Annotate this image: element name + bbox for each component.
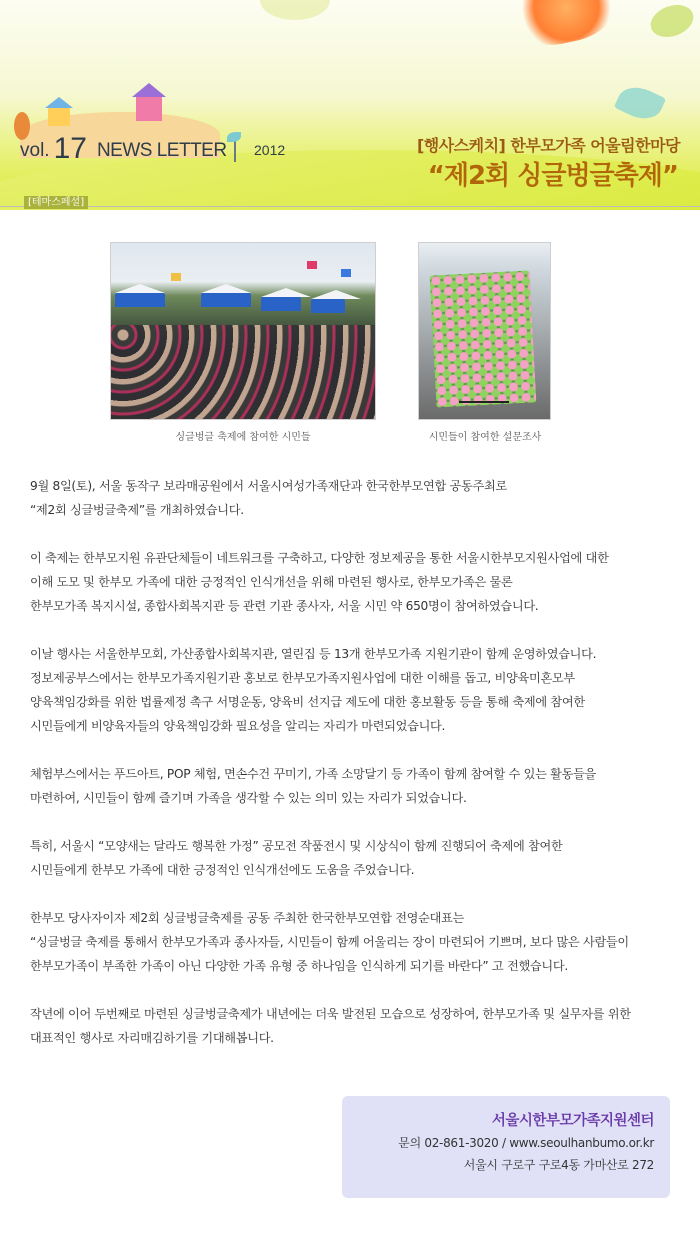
photo-caption: 싱글벙글 축제에 참여한 시민들 (175, 432, 311, 443)
section-subtitle: [행사스케치] 한부모가족 어울림한마당 (416, 136, 680, 155)
vol-word: vol. (20, 140, 50, 161)
article-line: 9월 8일(토), 서울 동작구 보라매공원에서 서울시여성가족재단과 한국한부모연합 공동주최로 (30, 479, 507, 493)
volume-label (20, 130, 227, 164)
contact-box (342, 1096, 670, 1198)
vol-number: 17 (53, 132, 87, 165)
tent-shape (201, 293, 251, 307)
divider-leaf-icon (234, 138, 236, 162)
article-paragraph (30, 1002, 680, 1050)
teal-leaf-decoration-icon (614, 80, 667, 126)
article-line: 이해 도모 및 한부모 가족에 대한 긍정적인 인식개선을 위해 마련된 행사로, 한부모가족은 물론 (30, 575, 513, 589)
newsletter-header (0, 0, 700, 210)
article-paragraph (30, 642, 680, 738)
article-body (30, 474, 680, 1074)
article-line: 대표적인 행사로 자리매김하기를 기대해봅니다. (30, 1031, 274, 1045)
easel-shape (459, 401, 509, 420)
tent-shape (261, 297, 301, 311)
tent-shape (115, 293, 165, 307)
article-line: 시민들에게 한부모 가족에 대한 긍정적인 인식개선에도 도움을 주었습니다. (30, 863, 415, 877)
article-line: 이 축제는 한부모지원 유관단체들이 네트워크를 구축하고, 다양한 정보제공을 통한 서울시한부모지원사업에 대한 (30, 551, 609, 565)
leaf-decoration-icon (260, 0, 330, 20)
article-line: 마련하여, 시민들이 함께 즐기며 가족을 생각할 수 있는 의미 있는 자리가 되었습니다. (30, 791, 467, 805)
article-line: 특히, 서울시 “모양새는 달라도 행복한 가정” 공모전 작품전시 및 시상식이 함께 진행되어 축제에 참여한 (30, 839, 563, 853)
festival-crowd-photo (110, 242, 376, 420)
article-paragraph (30, 762, 680, 810)
house-illustration-icon (136, 97, 162, 121)
article-line: 이날 행사는 서울한부모회, 가산종합사회복지관, 열린집 등 13개 한부모가족 지원기관이 함께 운영하였습니다. (30, 647, 597, 661)
tent-shape (311, 299, 345, 313)
address: 서울시 구로구 구로4동 가마산로 272 (463, 1158, 654, 1172)
article-line: 시민들에게 비양육자들의 양육책임강화 필요성을 알리는 자리가 마련되었습니다. (30, 719, 446, 733)
section-tab-label: [테마스페셜] (24, 196, 88, 209)
page-title: “제2회 싱글벙글축제” (427, 161, 678, 191)
article-line: 정보제공부스에서는 한부모가족지원기관 홍보로 한부모가족지원사업에 대한 이해를 돕고, 비양육미혼모부 (30, 671, 575, 685)
article-line: 한부모 당사자이자 제2회 싱글벙글축제를 공동 주최한 한국한부모연합 전영순대표는 (30, 911, 465, 925)
green-leaf-decoration-icon (646, 0, 698, 43)
photo-caption: 시민들이 참여한 설문조사 (428, 432, 542, 443)
tab-divider (0, 206, 700, 207)
organization-name: 서울시한부모가족지원센터 (491, 1113, 654, 1129)
article-line: 양육책임강화를 위한 법률제정 촉구 서명운동, 양육비 선지급 제도에 대한 홍보활동 등을 통해 축제에 참여한 (30, 695, 585, 709)
section-tab-bar (0, 196, 700, 210)
flag-shape (341, 269, 351, 277)
flag-shape (307, 261, 317, 269)
survey-board-shape (430, 270, 537, 407)
contact-info[interactable]: 문의 02-861-3020 / www.seoulhanbumo.or.kr (398, 1136, 654, 1150)
orange-flower-decoration-icon (515, 0, 620, 51)
article-paragraph (30, 834, 680, 882)
article-paragraph (30, 906, 680, 978)
survey-board-photo (418, 242, 551, 420)
article-line: “제2회 싱글벙글축제”를 개최하였습니다. (30, 503, 244, 517)
article-line: “싱글벙글 축제를 통해서 한부모가족과 종사자들, 시민들이 함께 어울리는 장이 마련되어 기쁘며, 보다 많은 사람들이 (30, 935, 629, 949)
article-line: 한부모가족 복지시설, 종합사회복지관 등 관련 기관 종사자, 서울 시민 약 650명이 참여하였습니다. (30, 599, 539, 613)
article-line: 한부모가족이 부족한 가족이 아닌 다양한 가족 유형 중 하나임을 인식하게 되기를 바란다” 고 전했습니다. (30, 959, 568, 973)
newsletter-label: NEWS LETTER (96, 140, 227, 161)
article-line: 체험부스에서는 푸드아트, POP 체험, 면손수건 꾸미기, 가족 소망달기 등 가족이 함께 참여할 수 있는 활동들을 (30, 767, 597, 781)
issue-year: 2012 (254, 142, 286, 158)
article-paragraph (30, 546, 680, 618)
article-paragraph (30, 474, 680, 522)
flag-shape (171, 273, 181, 281)
small-house-illustration-icon (48, 108, 70, 126)
crowd-shape (111, 325, 376, 420)
article-line: 작년에 이어 두번째로 마련된 싱글벙글축제가 내년에는 더욱 발전된 모습으로 성장하여, 한부모가족 및 실무자를 위한 (30, 1007, 631, 1021)
